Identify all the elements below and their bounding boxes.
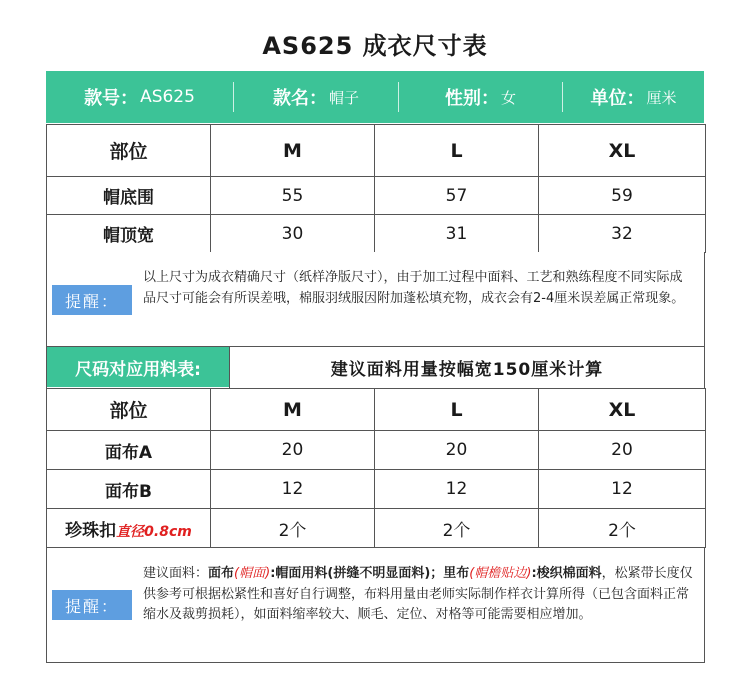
- style-no-cell: [46, 71, 233, 123]
- value-cell: 59: [539, 177, 706, 215]
- part-cell: [47, 509, 211, 548]
- table-row: [47, 470, 706, 509]
- fabric-table: [46, 388, 706, 548]
- header-cell: XL: [539, 125, 706, 177]
- style-no-label: 款号：: [84, 88, 139, 109]
- table-row: [47, 431, 706, 470]
- header-cell: 部位: [47, 389, 211, 431]
- tip-label-2: 提醒：: [52, 590, 132, 620]
- fabric-section-row: [46, 346, 705, 389]
- tip2-part: ，松紧带长度仅供参考可根据松紧性和喜好自行调整，布料用量由老师实际制作样衣计算所得（已包含面料正常缩水及裁剪损耗），如面料缩率较大、顺毛、定位、对格等可能需要相应增加。: [143, 566, 693, 622]
- gender-cell: [399, 71, 562, 123]
- value-cell: 57: [375, 177, 539, 215]
- page-title: AS625 成衣尺寸表: [262, 32, 488, 60]
- name-label: 款名：: [272, 88, 327, 109]
- part-cell: 面布B: [47, 470, 211, 509]
- tip-text-2: [143, 564, 693, 626]
- value-cell: 2个: [539, 509, 706, 548]
- table-row: [47, 509, 706, 548]
- style-no-value: AS625: [140, 87, 195, 107]
- tip-label-1: 提醒：: [52, 285, 132, 315]
- bottom-border: [46, 662, 705, 663]
- value-cell: 2个: [211, 509, 375, 548]
- unit-label: 单位：: [590, 88, 645, 109]
- tip2-part: :帽面用料(拼缝不明显面料)；里布: [270, 566, 470, 581]
- fabric-section-label: 尺码对应用料表:: [47, 347, 229, 387]
- part-cell: 面布A: [47, 431, 211, 470]
- value-cell: 20: [375, 431, 539, 470]
- header-cell: L: [375, 125, 539, 177]
- header-cell: L: [375, 389, 539, 431]
- gender-value: 女: [500, 88, 516, 107]
- info-header-bar: [46, 71, 704, 123]
- unit-cell: [563, 71, 704, 123]
- table-row: [47, 177, 706, 215]
- part-label: 珍珠扣: [65, 520, 117, 541]
- tip-box-1: [46, 252, 705, 347]
- value-cell: 12: [211, 470, 375, 509]
- value-cell: 2个: [375, 509, 539, 548]
- part-cell: 帽顶宽: [47, 215, 211, 253]
- part-cell: 帽底围: [47, 177, 211, 215]
- value-cell: 55: [211, 177, 375, 215]
- table-header-row: [47, 125, 706, 177]
- tip-box-2: [46, 548, 705, 662]
- gender-label: 性别：: [444, 88, 499, 109]
- value-cell: 12: [539, 470, 706, 509]
- value-cell: 32: [539, 215, 706, 253]
- header-cell: M: [211, 125, 375, 177]
- tip2-part: :梭织棉面料: [531, 566, 602, 581]
- value-cell: 20: [211, 431, 375, 470]
- part-note: 直径0.8cm: [116, 523, 192, 540]
- tip2-part: 面布: [208, 566, 235, 581]
- value-cell: 30: [211, 215, 375, 253]
- name-cell: [234, 71, 398, 123]
- fabric-section-note: 建议面料用量按幅宽150厘米计算: [330, 359, 604, 380]
- tip2-part: (帽檐贴边): [469, 566, 532, 581]
- table-header-row: [47, 389, 706, 431]
- tip2-part: 建议面料：: [143, 566, 209, 581]
- table-row: [47, 215, 706, 253]
- value-cell: 20: [539, 431, 706, 470]
- header-cell: 部位: [47, 125, 211, 177]
- header-cell: XL: [539, 389, 706, 431]
- tip-text-1: 以上尺寸为成衣精确尺寸（纸样净版尺寸），由于加工过程中面料、工艺和熟练程度不同实际成品尺寸可能会有所误差哦，棉服羽绒服因附加蓬松填充物，成衣会有2-4厘米误差属正常现象。: [143, 270, 685, 306]
- size-table: [46, 124, 706, 253]
- value-cell: 31: [375, 215, 539, 253]
- unit-value: 厘米: [646, 88, 677, 107]
- header-cell: M: [211, 389, 375, 431]
- name-value: 帽子: [328, 88, 359, 107]
- tip2-part: (帽面): [234, 566, 271, 581]
- value-cell: 12: [375, 470, 539, 509]
